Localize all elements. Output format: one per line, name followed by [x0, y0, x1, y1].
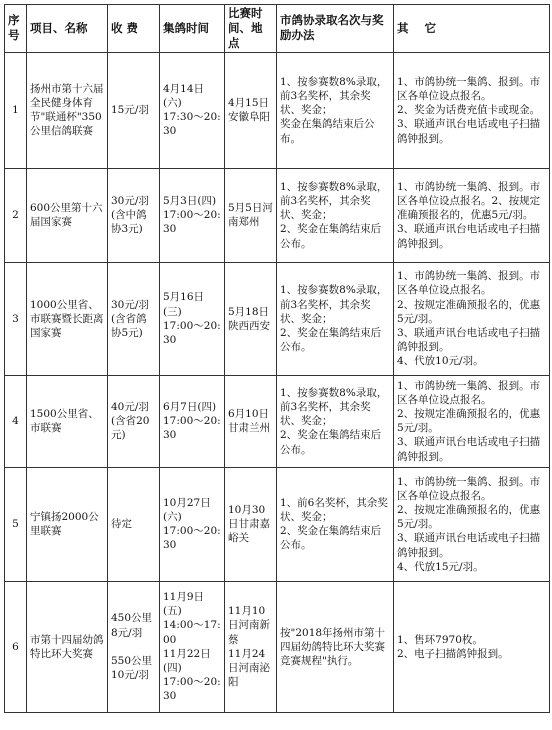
row-project: 1000公里省、市联赛暨长距离国家赛	[27, 262, 108, 375]
row-gather-time	[160, 168, 225, 262]
award-line: 奖金在集鸽结束后公布。	[280, 118, 375, 145]
gather-hours: 17:00～20:30	[163, 525, 221, 552]
award-line: 1、按参赛数8%录取，前3名奖杯，其余奖状、奖金；	[280, 284, 388, 325]
row-race-time-place	[225, 581, 277, 712]
table-row	[5, 375, 550, 467]
header-award-method: 市鸽协录取名次与奖励办法	[277, 5, 394, 53]
gather-hours: 17:30～20:30	[163, 111, 221, 138]
row-gather-time	[160, 581, 225, 712]
row-other	[394, 375, 550, 467]
other-line: 1、售环7970枚。	[397, 633, 483, 646]
gather-date: 11月9日(五)	[163, 591, 205, 618]
other-line: 2、按规定准确预报名的，优惠5元/羽。	[397, 298, 541, 325]
other-line: 2、按规定准确预报名的，优惠5元/羽。	[397, 408, 541, 435]
gather-date: 5月3日(四)	[163, 195, 217, 208]
gather-hours: 17:00～20:30	[163, 676, 221, 703]
other-line: 2、电子扫描鸽钟报到。	[397, 647, 509, 660]
race-schedule-table	[4, 4, 550, 713]
row-no: 3	[5, 262, 27, 375]
gather-date: 6月7日(四)	[163, 401, 217, 414]
table-row	[5, 168, 550, 262]
row-gather-time	[160, 467, 225, 581]
other-line: 1、市鸽协统一集鸽、报到。市区各单位设点报名。2、按规定准确预报名的，优惠5元/羽。	[397, 180, 541, 222]
other-line: 2、奖金为话费充值卡或现金。	[397, 104, 541, 117]
row-other	[394, 581, 550, 712]
row-other	[394, 467, 550, 581]
gather-date: 11月22日(四)	[163, 647, 211, 674]
row-gather-time	[160, 52, 225, 168]
row-no: 5	[5, 467, 27, 581]
row-fee	[108, 581, 160, 712]
row-project: 1500公里省、市联赛	[27, 375, 108, 467]
row-award-method	[277, 52, 394, 168]
row-award-method	[277, 375, 394, 467]
other-line: 3、联通声讯台电话或电子扫描鸽钟报到。	[397, 223, 541, 250]
header-no: 序号	[5, 5, 27, 53]
row-award-method	[277, 262, 394, 375]
row-project: 市第十四届幼鸽特比环大奖赛	[27, 581, 108, 712]
gather-date: 10月27日(六)	[163, 496, 211, 524]
row-fee: 30元/羽(含省鸽协5元)	[108, 262, 160, 375]
header-other: 其 它	[394, 5, 550, 53]
other-line: 3、联通声讯台电话或电子扫描鸽钟报到。	[397, 436, 541, 463]
award-line: 2、奖金在集鸽结束后公布。	[280, 223, 382, 250]
row-no: 6	[5, 581, 27, 712]
award-line: 2、奖金在集鸽结束后公布。	[280, 326, 382, 354]
award-line: 1、前6名奖杯，其余奖状、奖金；	[280, 496, 388, 524]
race-line: 11月10日河南新蔡	[228, 605, 270, 646]
row-other	[394, 262, 550, 375]
header-project: 项目、名称	[27, 5, 108, 53]
other-line: 3、联通声讯台电话或电子扫描鸽钟报到。	[397, 118, 541, 145]
row-other	[394, 52, 550, 168]
row-project: 扬州市第十六届全民健身体育节"联通杯"350公里信鸽联赛	[27, 52, 108, 168]
race-line: 11月24日河南泌阳	[228, 647, 270, 689]
award-line: 1、按参赛数8%录取，前3名奖杯，其余奖状、奖金；	[280, 386, 388, 428]
award-line: 按"2018年扬州市第十四届幼鸽特比环大奖赛竞赛规程"执行。	[280, 626, 386, 667]
header-fee: 收 费	[108, 5, 160, 53]
other-line: 1、市鸽协统一集鸽、报到。市区各单位设点报名。	[397, 75, 541, 103]
gather-date: 4月14日(六)	[163, 82, 205, 110]
header-race-time-place: 比赛时间、地点	[225, 5, 277, 53]
other-line: 4、代放15元/羽。	[397, 560, 484, 573]
table-row	[5, 581, 550, 712]
row-project: 600公里第十六届国家赛	[27, 168, 108, 262]
row-no: 4	[5, 375, 27, 467]
table-row	[5, 262, 550, 375]
row-no: 2	[5, 168, 27, 262]
award-line: 1、按参赛数8%录取，前3名奖杯，其余奖状、奖金；	[280, 75, 388, 117]
row-fee: 30元/羽(含中鸽协3元)	[108, 168, 160, 262]
award-line: 2、奖金在集鸽结束后公布。	[280, 429, 382, 456]
gather-hours: 14:00～17:00	[163, 619, 221, 646]
fee-line: 550公里10元/羽	[111, 654, 153, 681]
row-award-method	[277, 467, 394, 581]
row-project: 宁镇扬2000公里联赛	[27, 467, 108, 581]
row-gather-time	[160, 375, 225, 467]
row-race-time-place: 6月10日甘肃兰州	[225, 375, 277, 467]
row-fee: 15元/羽	[108, 52, 160, 168]
other-line: 3、联通声讯台电话或电子扫描鸽钟报到。	[397, 532, 541, 559]
fee-line: 450公里8元/羽	[111, 612, 153, 639]
table-row	[5, 467, 550, 581]
other-line: 3、联通声讯台电话或电子扫描鸽钟报到。	[397, 326, 541, 354]
row-race-time-place: 4月15日安徽阜阳	[225, 52, 277, 168]
other-line: 1、市鸽协统一集鸽、报到。市区各单位设点报名。	[397, 475, 541, 502]
gather-date: 5月16日(三)	[163, 291, 205, 318]
gather-hours: 17:00～20:30	[163, 209, 221, 236]
row-no: 1	[5, 52, 27, 168]
row-other	[394, 168, 550, 262]
row-race-time-place: 5月18日陕西西安	[225, 262, 277, 375]
table-row	[5, 52, 550, 168]
row-award-method	[277, 168, 394, 262]
gather-hours: 17:00～20:30	[163, 319, 221, 346]
gather-hours: 17:00～20:30	[163, 415, 221, 442]
award-line: 2、奖金在集鸽结束后公布。	[280, 525, 382, 552]
other-line: 2、按规定准确预报名的，优惠5元/羽。	[397, 504, 541, 531]
row-race-time-place: 5月5日河南郑州	[225, 168, 277, 262]
other-line: 1、市鸽协统一集鸽、报到。市区各单位设点报名。	[397, 379, 541, 406]
row-race-time-place: 10月30日甘肃嘉峪关	[225, 467, 277, 581]
other-line: 1、市鸽协统一集鸽、报到。市区各单位设点报名。	[397, 270, 541, 297]
table-header-row	[5, 5, 550, 53]
row-award-method	[277, 581, 394, 712]
other-line: 4、代放10元/羽。	[397, 355, 484, 368]
header-gather-time: 集鸽时间	[160, 5, 225, 53]
row-gather-time	[160, 262, 225, 375]
award-line: 1、按参赛数8%录取，前3名奖杯，其余奖状、奖金；	[280, 180, 388, 222]
row-fee: 待定	[108, 467, 160, 581]
row-fee: 40元/羽(含省20元)	[108, 375, 160, 467]
